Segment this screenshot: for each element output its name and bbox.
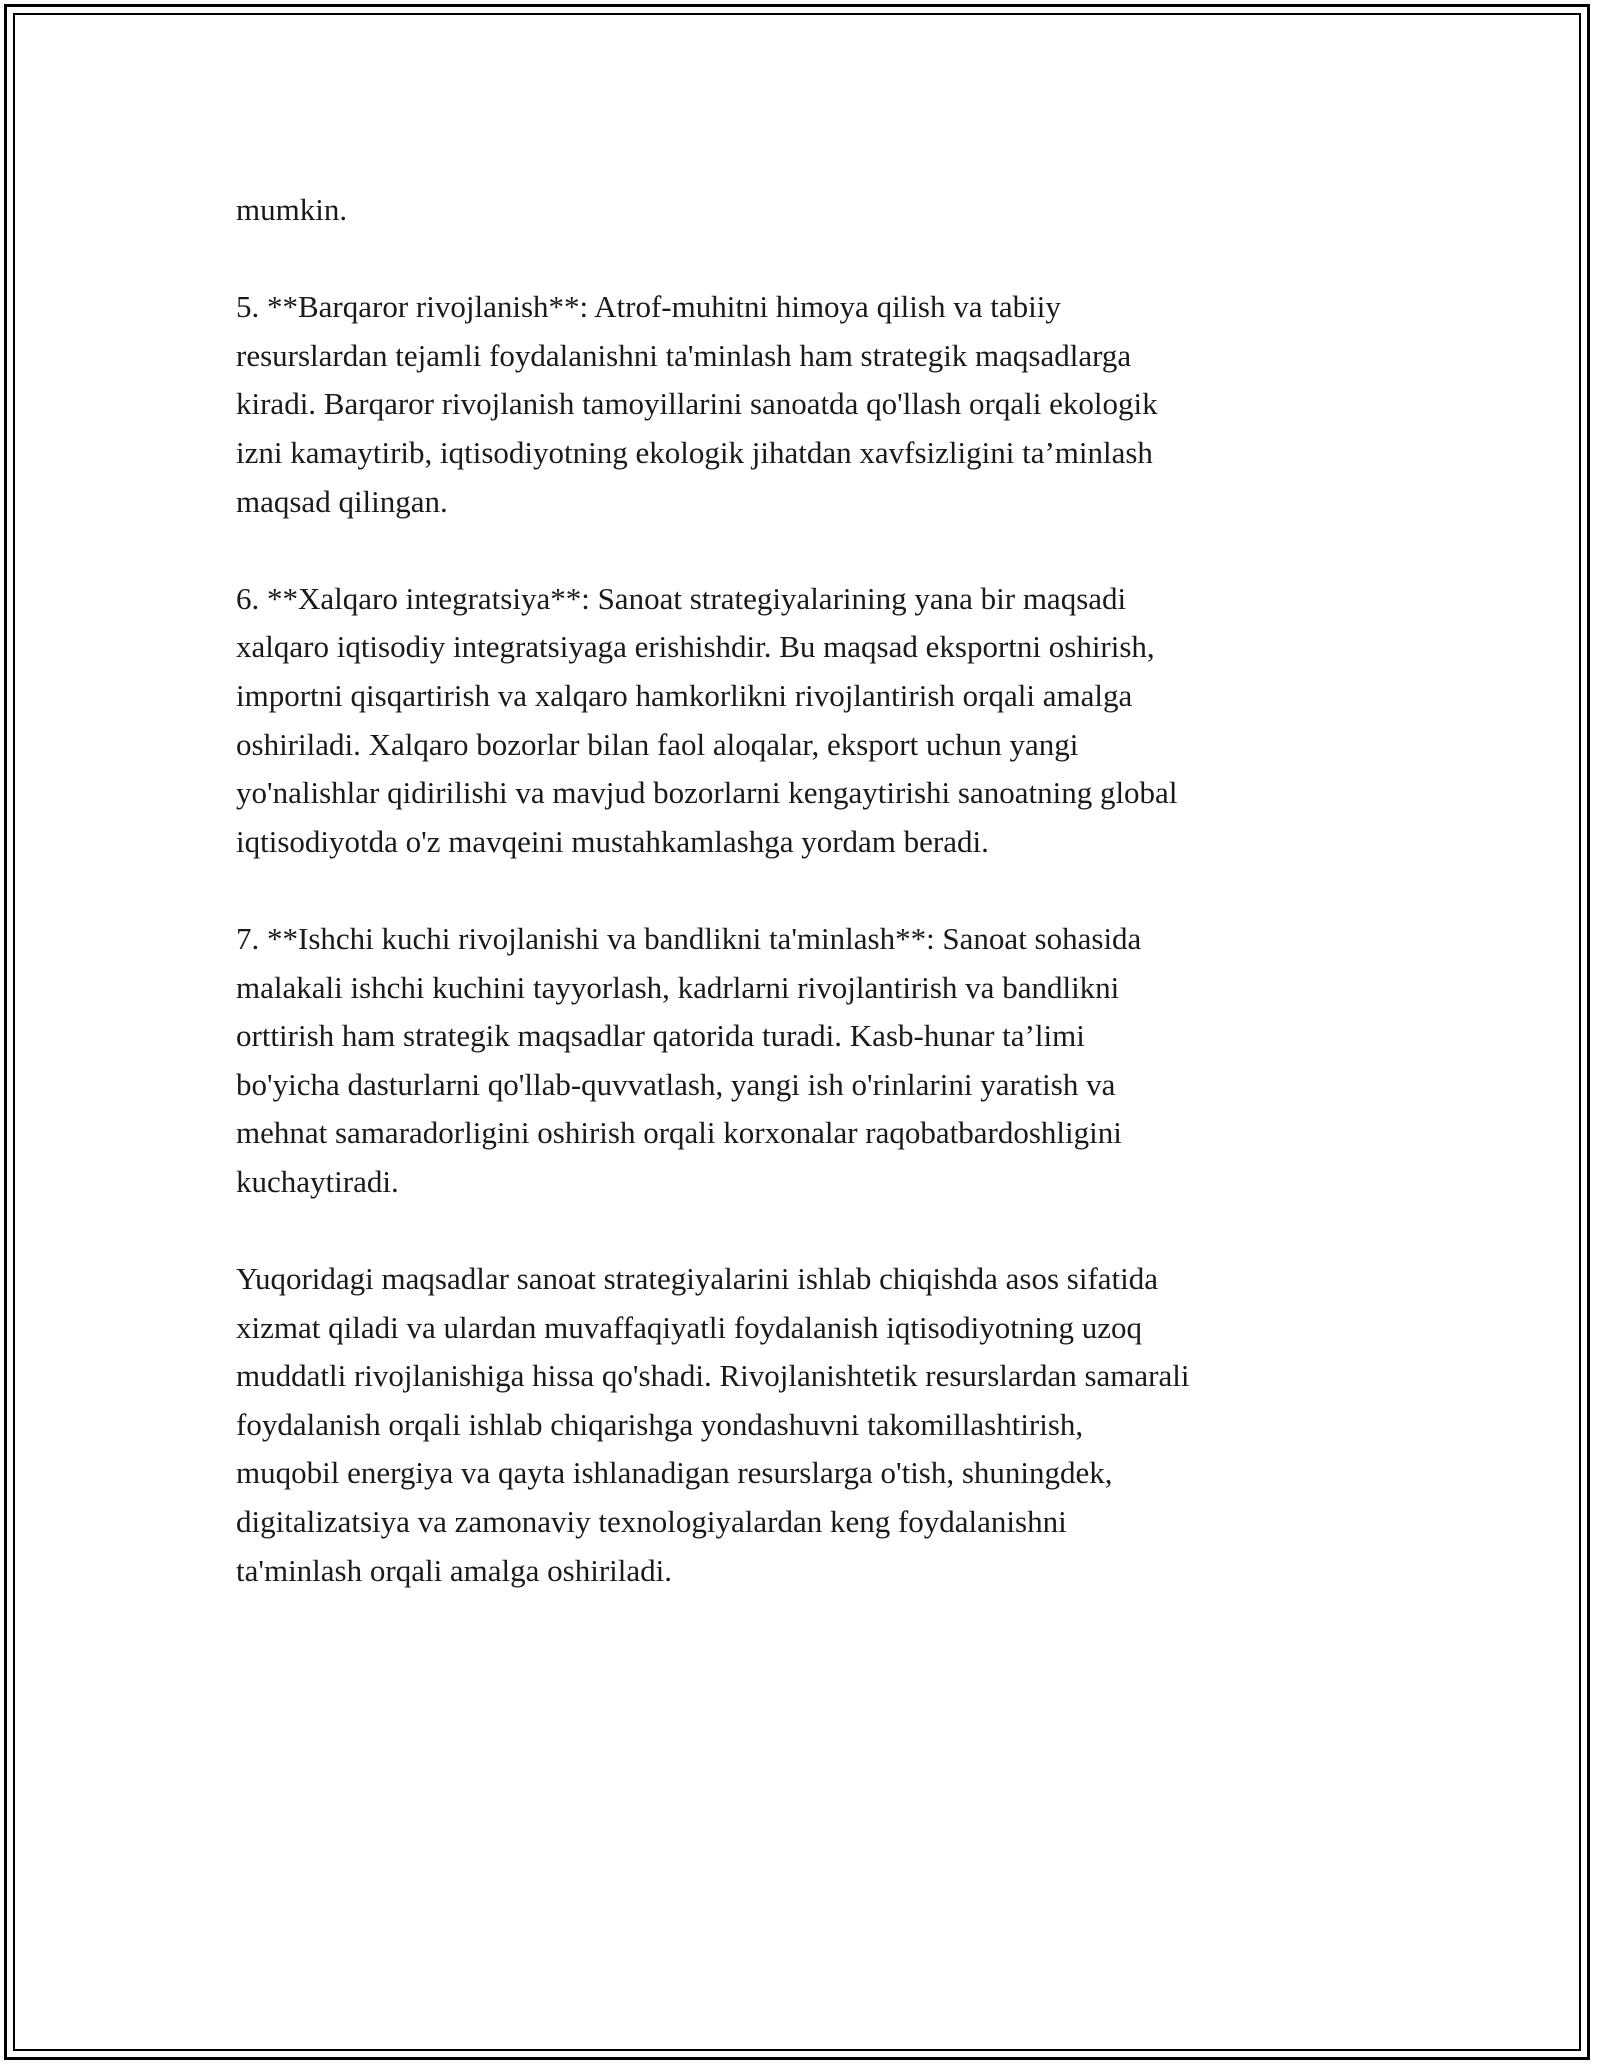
paragraph-continuation: mumkin. xyxy=(236,192,348,227)
document-body xyxy=(236,186,1376,1644)
paragraph-conclusion: Yuqoridagi maqsadlar sanoat strategiyalarini ishlab chiqishda asos sifatida xizmat qiladi va ulardan muvaffaqiyatli foydalanish iqtisodiyotning uzoq muddatli rivojlanishiga hissa qo'shadi. Rivojlanishtetik resurslardan samarali foydalanish orqali ishlab chiqarishga yondashuvni takomillashtirish, muqobil energiya va qayta ishlanadigan resurslarga o'tish, shuningdek, digitalizatsiya va zamonaviy texnologiyalardan keng foydalanishni ta'minlash orqali amalga oshiriladi. xyxy=(236,1261,1190,1588)
paragraph-item-6: 6. **Xalqaro integratsiya**: Sanoat strategiyalarining yana bir maqsadi xalqaro iqtisodiy integratsiyaga erishishdir. Bu maqsad eksportni oshirish, importni qisqartirish va xalqaro hamkorlikni rivojlantirish orqali amalga oshiriladi. Xalqaro bozorlar bilan faol aloqalar, eksport uchun yangi yo'nalishlar qidirilishi va mavjud bozorlarni kengaytirishi sanoatning global iqtisodiyotda o'z mavqeini mustahkamlashga yordam beradi. xyxy=(236,580,1178,859)
paragraph-item-5: 5. **Barqaror rivojlanish**: Atrof-muhitni himoya qilish va tabiiy resurslardan tejamli foydalanishni ta'minlash ham strategik maqsadlarga kiradi. Barqaror rivojlanish tamoyillarini sanoatda qo'llash orqali ekologik izni kamaytirib, iqtisodiyotning ekologik jihatdan xavfsizligini ta’minlash maqsad qilingan. xyxy=(236,289,1158,519)
paragraph-item-7: 7. **Ishchi kuchi rivojlanishi va bandlikni ta'minlash**: Sanoat sohasida malakali ishchi kuchini tayyorlash, kadrlarni rivojlantirish va bandlikni orttirish ham strategik maqsadlar qatorida turadi. Kasb-hunar ta’limi bo'yicha dasturlarni qo'llab-quvvatlash, yangi ish o'rinlarini yaratish va mehnat samaradorligini oshirish orqali korxonalar raqobatbardoshligini kuchaytiradi. xyxy=(236,920,1142,1199)
